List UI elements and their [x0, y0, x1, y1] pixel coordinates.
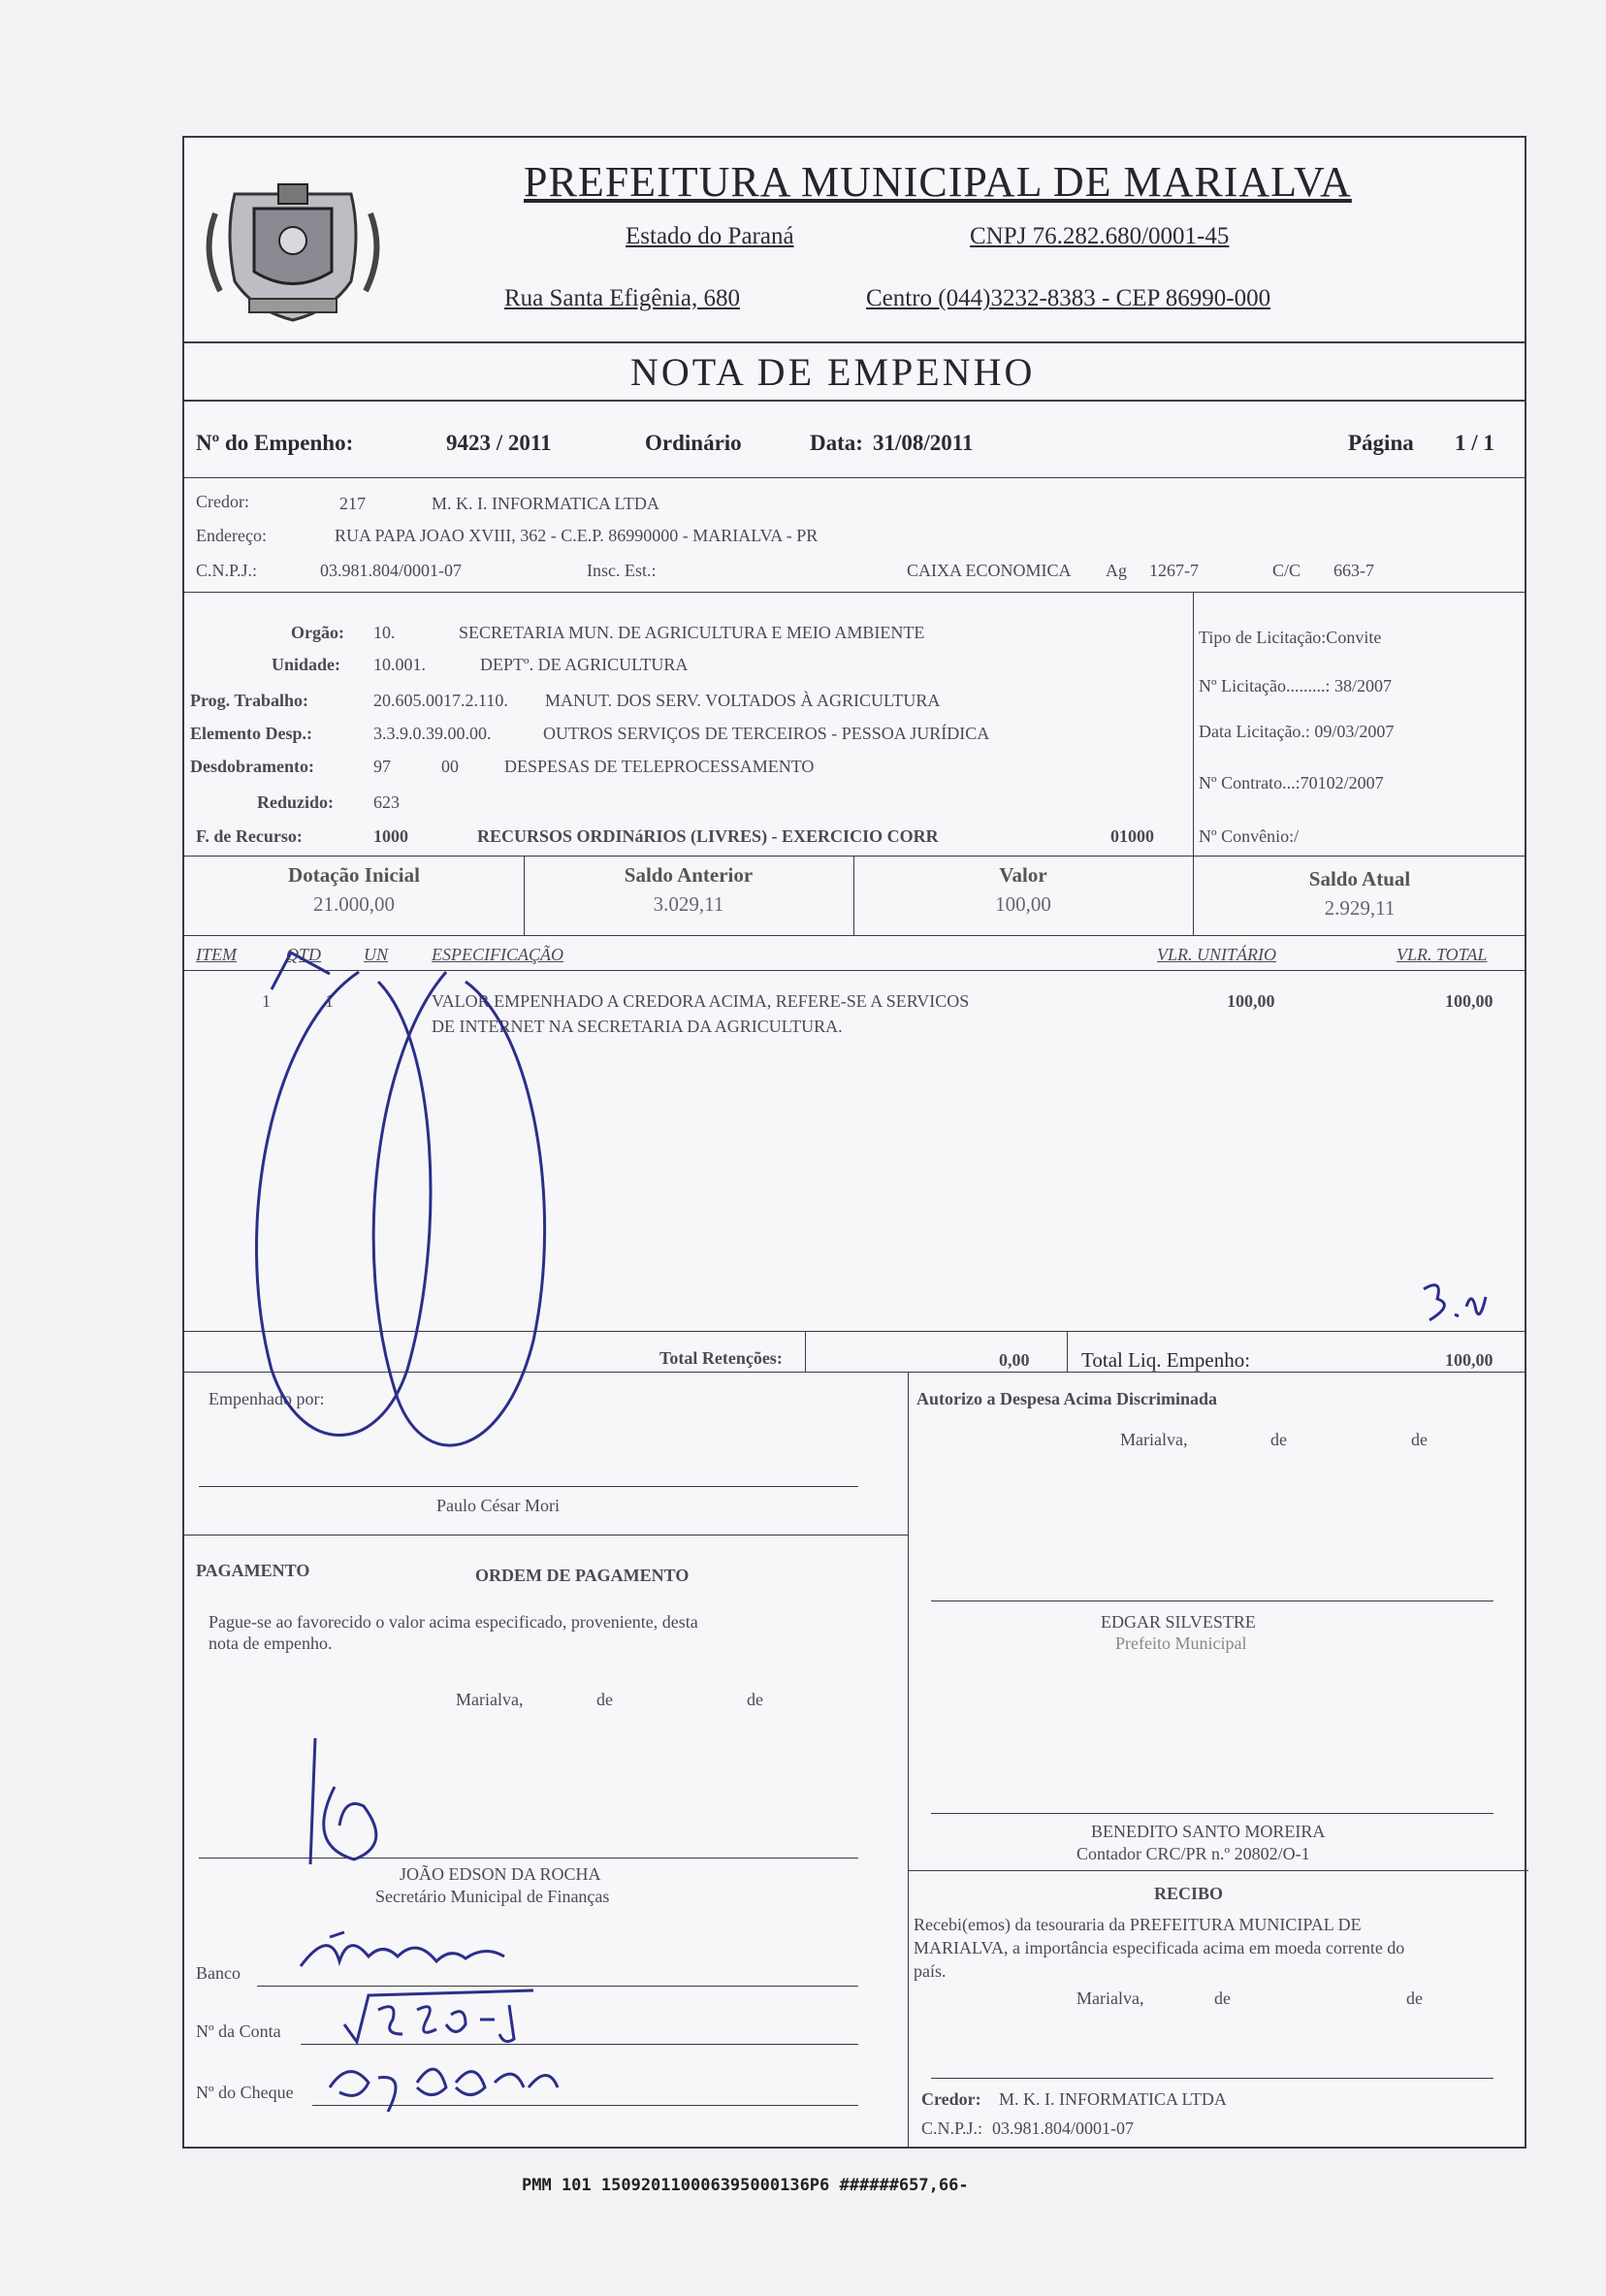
unidade-code: 10.001.: [373, 655, 426, 674]
pagamento-de2: de: [747, 1690, 763, 1709]
prog-name: MANUT. DOS SERV. VOLTADOS À AGRICULTURA: [545, 691, 941, 710]
desdobramento-sub: 00: [441, 757, 459, 776]
empenho-kind: Ordinário: [645, 431, 742, 455]
header-address: Rua Santa Efigênia, 680: [504, 285, 740, 311]
coat-of-arms-logo: [196, 155, 390, 330]
header-state: Estado do Paraná: [626, 223, 794, 249]
unidade-name: DEPTº. DE AGRICULTURA: [480, 655, 689, 674]
pagamento-marialva: Marialva,: [456, 1690, 524, 1709]
recibo-cnpj: 03.981.804/0001-07: [992, 2118, 1134, 2138]
empenho-number: 9423 / 2011: [446, 431, 552, 455]
licitacao-contrato: Nº Contrato...:70102/2007: [1199, 773, 1384, 792]
header-title: PREFEITURA MUNICIPAL DE MARIALVA: [524, 158, 1352, 206]
contador-role: Contador CRC/PR n.º 20802/O-1: [1076, 1844, 1310, 1863]
creditor-cc-label: C/C: [1272, 561, 1301, 580]
recibo-de1: de: [1214, 1989, 1231, 2008]
empenhado-por-label: Empenhado por:: [209, 1389, 325, 1408]
unidade-label: Unidade:: [272, 655, 341, 674]
reduzido-label: Reduzido:: [257, 792, 335, 812]
item-qty: 1: [325, 991, 334, 1011]
col-vlr-total: VLR. TOTAL: [1397, 945, 1488, 964]
pagamento-label: PAGAMENTO: [196, 1561, 310, 1580]
orgao-name: SECRETARIA MUN. DE AGRICULTURA E MEIO AMBIENTE: [459, 623, 925, 642]
creditor-cnpj-label: C.N.P.J.:: [196, 561, 258, 580]
empenho-number-label: Nº do Empenho:: [196, 431, 354, 455]
item-unit-value: 100,00: [1227, 991, 1275, 1011]
header-cnpj: CNPJ 76.282.680/0001-45: [970, 223, 1230, 249]
creditor-address-label: Endereço:: [196, 526, 267, 545]
recurso-sub: 01000: [1110, 826, 1154, 846]
elemento-code: 3.3.9.0.39.00.00.: [373, 724, 492, 743]
valor-value: 100,00: [995, 892, 1051, 916]
creditor-cc: 663-7: [1333, 561, 1374, 580]
creditor-insc-label: Insc. Est.:: [587, 561, 657, 580]
autorizo-de1: de: [1270, 1430, 1287, 1449]
prefeito-role: Prefeito Municipal: [1115, 1633, 1247, 1653]
handwritten-signature-secretario: [286, 1729, 402, 1874]
ordem-pagamento-title: ORDEM DE PAGAMENTO: [475, 1566, 690, 1585]
prog-label: Prog. Trabalho:: [190, 691, 309, 710]
handwritten-banco: [291, 1918, 543, 1986]
secretario-name: JOÃO EDSON DA ROCHA: [400, 1864, 601, 1884]
reduzido-value: 623: [373, 792, 400, 812]
recibo-credor: M. K. I. INFORMATICA LTDA: [999, 2089, 1227, 2109]
item-number: 1: [262, 991, 271, 1011]
document-type-title: NOTA DE EMPENHO: [630, 350, 1036, 394]
elemento-name: OUTROS SERVIÇOS DE TERCEIROS - PESSOA JURÍDICA: [543, 724, 990, 743]
orgao-code: 10.: [373, 623, 396, 642]
handwritten-initial-mark: [1416, 1277, 1494, 1336]
col-qtd: QTD: [286, 945, 322, 964]
handwritten-cheque: [320, 2044, 572, 2121]
creditor-code: 217: [339, 494, 366, 513]
desdobramento-code: 97: [373, 757, 391, 776]
licitacao-convenio: Nº Convênio:/: [1199, 826, 1300, 846]
recurso-label: F. de Recurso:: [196, 826, 303, 846]
contador-name: BENEDITO SANTO MOREIRA: [1091, 1822, 1326, 1841]
saldo-anterior-label: Saldo Anterior: [624, 863, 754, 887]
empenho-date-label: Data:: [810, 431, 863, 455]
retencoes-value: 0,00: [999, 1350, 1030, 1370]
dotacao-label: Dotação Inicial: [288, 863, 420, 887]
creditor-label: Credor:: [196, 492, 249, 511]
item-spec-line1: VALOR EMPENHADO A CREDORA ACIMA, REFERE-SE A SERVICOS: [432, 991, 970, 1011]
empenhado-por-name: Paulo César Mori: [436, 1496, 560, 1515]
empenho-date: 31/08/2011: [873, 431, 974, 455]
recurso-code: 1000: [373, 826, 408, 846]
recibo-line2: MARIALVA, a importância especificada acima em moeda corrente do: [914, 1938, 1405, 1957]
recibo-line3: país.: [914, 1961, 947, 1981]
col-vlr-unitario: VLR. UNITÁRIO: [1157, 945, 1276, 964]
creditor-cnpj: 03.981.804/0001-07: [320, 561, 462, 580]
page-number: 1 / 1: [1455, 431, 1494, 455]
prog-code: 20.605.0017.2.110.: [373, 691, 508, 710]
saldo-atual-label: Saldo Atual: [1308, 867, 1411, 890]
recibo-line1: Recebi(emos) da tesouraria da PREFEITURA MUNICIPAL DE: [914, 1915, 1362, 1934]
creditor-name: M. K. I. INFORMATICA LTDA: [432, 494, 659, 513]
retencoes-label: Total Retenções:: [659, 1348, 783, 1368]
banco-label: Banco: [196, 1963, 241, 1983]
header-contact: Centro (044)3232-8383 - CEP 86990-000: [866, 285, 1271, 311]
handwritten-zero-mark: [213, 914, 601, 1496]
desdobramento-label: Desdobramento:: [190, 757, 314, 776]
saldo-atual-value: 2.929,11: [1324, 896, 1396, 920]
dotacao-value: 21.000,00: [313, 892, 395, 916]
col-item: ITEM: [196, 945, 237, 964]
licitacao-tipo: Tipo de Licitação:Convite: [1199, 628, 1382, 647]
saldo-anterior-value: 3.029,11: [653, 892, 724, 916]
creditor-ag: 1267-7: [1149, 561, 1199, 580]
elemento-label: Elemento Desp.:: [190, 724, 312, 743]
orgao-label: Orgão:: [291, 623, 344, 642]
liquido-label: Total Liq. Empenho:: [1081, 1348, 1251, 1372]
recurso-name: RECURSOS ORDINáRIOS (LIVRES) - EXERCICIO CORR: [477, 826, 939, 846]
licitacao-data: Data Licitação.: 09/03/2007: [1199, 722, 1395, 741]
licitacao-numero: Nº Licitação.........: 38/2007: [1199, 676, 1393, 695]
footer-authentication-code: PMM 101 150920110006395000136P6 ######657,66-: [522, 2176, 969, 2195]
col-un: UN: [364, 945, 389, 964]
recibo-cnpj-label: C.N.P.J.:: [921, 2118, 983, 2138]
col-especificacao: ESPECIFICAÇÃO: [432, 945, 563, 964]
item-total-value: 100,00: [1445, 991, 1494, 1011]
autorizo-de2: de: [1411, 1430, 1428, 1449]
nota-de-empenho-form: [182, 136, 1526, 2149]
autorizo-text: Autorizo a Despesa Acima Discriminada: [916, 1389, 1217, 1408]
valor-label: Valor: [999, 863, 1047, 887]
page-label: Página: [1348, 431, 1414, 455]
item-spec-line2: DE INTERNET NA SECRETARIA DA AGRICULTURA.: [432, 1017, 843, 1036]
autorizo-marialva: Marialva,: [1120, 1430, 1188, 1449]
pagamento-text1: Pague-se ao favorecido o valor acima especificado, proveniente, desta: [209, 1612, 698, 1632]
prefeito-name: EDGAR SILVESTRE: [1101, 1612, 1256, 1632]
pagamento-text2: nota de empenho.: [209, 1633, 333, 1653]
desdobramento-name: DESPESAS DE TELEPROCESSAMENTO: [504, 757, 815, 776]
conta-label: Nº da Conta: [196, 2021, 281, 2041]
recibo-label: RECIBO: [1154, 1884, 1224, 1903]
liquido-value: 100,00: [1445, 1350, 1494, 1370]
recibo-credor-label: Credor:: [921, 2089, 981, 2109]
creditor-address: RUA PAPA JOAO XVIII, 362 - C.E.P. 86990000 - MARIALVA - PR: [335, 526, 819, 545]
cheque-label: Nº do Cheque: [196, 2083, 294, 2102]
recibo-marialva: Marialva,: [1076, 1989, 1144, 2008]
creditor-ag-label: Ag: [1106, 561, 1127, 580]
recibo-de2: de: [1406, 1989, 1423, 2008]
secretario-role: Secretário Municipal de Finanças: [375, 1887, 610, 1906]
pagamento-de1: de: [596, 1690, 613, 1709]
creditor-bank: CAIXA ECONOMICA: [907, 561, 1072, 580]
